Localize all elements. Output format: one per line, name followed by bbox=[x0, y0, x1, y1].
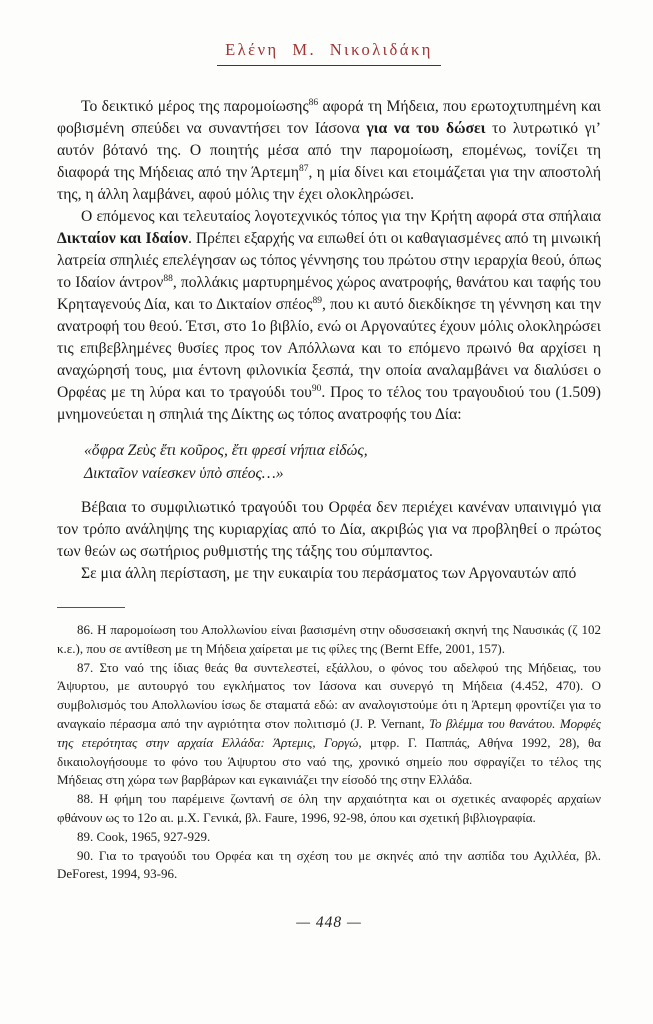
paragraph-text: . Προς το τέλος του τραγουδιού του (1.509) μνημονεύεται η σπηλιά της Δίκτης ως τόπος ανατροφής του Δία: bbox=[57, 384, 602, 423]
body-paragraph-2 bbox=[57, 206, 601, 426]
footnote-text: Η φήμη του παρέμεινε ζωντανή σε όλη την αρχαιότητα και οι σχετικές αναφορές αρχαίων φθάνουν ως το 12ο αι. μ.Χ. Γενικά, βλ. Faure, 1996, 92-98, όπου και σχετική βιβλιογραφία. bbox=[57, 791, 602, 825]
paragraph-text: , η μία δίνει και ετοιμάζεται για την αποστολή της, η άλλη λαμβάνει, αφού μόλις την έχει ολοκληρώσει. bbox=[57, 164, 601, 203]
footnote-ref-90: 90 bbox=[311, 383, 322, 394]
paragraph-text: το λυτρωτικό γι’ αυτόν βότανό της. Ο ποιητής μέσα από την παρομοίωση, επομένως, τονίζει τη διαφορά της Μήδειας από την Άρτεμη bbox=[57, 120, 601, 181]
footnote-number: 86. bbox=[77, 622, 94, 637]
footnote-text: Στο ναό της ίδιας θεάς θα συντελεστεί, εξάλλου, ο φόνος του αδελφού της Μήδειας, του Άψυρτου, με αυτουργό του εγκλήματος τον Ιάσονα και συνεργό τη Μήδεια (4.452, 470). Ο συμβολισμός του Απολλωνίου ίσως δε σταματά εδώ: αν αναλογιστούμε ότι η Άρτεμη φροντίζει για το αναγκαίο πέρασμα από την αγριότητα στον πολιτισμό (J. P. Vernant, bbox=[57, 659, 601, 731]
footnote-separator bbox=[57, 607, 125, 608]
footnote-90 bbox=[57, 847, 601, 885]
footnote-number: 87. bbox=[77, 659, 94, 675]
bold-phrase: για να του δώσει bbox=[366, 120, 486, 137]
verse-line-2: Δικταῖον ναίεσκεν ὑπὸ σπέος…» bbox=[84, 465, 284, 482]
paragraph-text: Το δεικτικό μέρος της παρομοίωσης bbox=[81, 98, 309, 115]
footnote-text: , μτφρ. Γ. Παππάς, Αθήνα 1992, 28), θα δικαιολογήσουμε το φόνο του Άψυρτου στο ναό της, χρονικό σημείο που σφραγίζει το τέλος της Μήδειας στη χώρα των βαρβάρων και εγκαινιάζει την είσοδό της στην Ελλάδα. bbox=[57, 734, 601, 788]
footnote-ref-87: 87 bbox=[299, 163, 309, 174]
body-paragraph-4: Σε μια άλλη περίσταση, με την ευκαιρία του περάσματος των Αργοναυτών από bbox=[81, 565, 577, 582]
paragraph-text: , πολλάκις μαρτυρημένος χώρος ανατροφής, θανάτου και ταφής του Κρηταγενούς Δία, και το Δικταίον σπέος bbox=[57, 274, 601, 313]
body-paragraph-3: Βέβαια το συμφιλιωτικό τραγούδι του Ορφέα δεν περιέχει κανέναν υπαινιγμό για τον τρόπο ανάληψης της κυριαρχίας από το Δία, ακριβώς για να προβληθεί ο πρώτος των θεών ως σωτήριος ρυθμιστής της τάξης του σύμπαντος. bbox=[57, 499, 601, 560]
footnote-89 bbox=[57, 828, 601, 847]
footnote-number: 88. bbox=[77, 791, 94, 807]
author-header: Ελένη Μ. Νικολιδάκη bbox=[217, 40, 441, 66]
footnote-ref-86: 86 bbox=[308, 97, 319, 108]
verse-line-1: «ὄφρα Ζεὺς ἔτι κοῦρος, ἔτι φρεσί νήπια εἰδώς, bbox=[84, 442, 368, 459]
footnote-number: 90. bbox=[77, 847, 94, 863]
footnote-ref-88: 88 bbox=[163, 273, 173, 284]
book-title: Το βλέμμα του θανάτου. Μορφές της ετερότητας στην αρχαία Ελλάδα: Άρτεμις, Γοργώ bbox=[57, 715, 601, 750]
footnote-number: 89. bbox=[77, 828, 94, 844]
footnote-ref-89: 89 bbox=[312, 295, 322, 306]
footnote-text: Cook, 1965, 927-929. bbox=[96, 828, 211, 844]
footnotes-section bbox=[57, 607, 601, 884]
paragraph-text: αφορά τη Μήδεια, που ερωτοχτυπημένη και φοβισμένη σπεύδει να συναντήσει τον Ιάσονα bbox=[57, 98, 601, 137]
paragraph-text: . Πρέπει εξαρχής να ειπωθεί ότι οι καθαγιασμένες από τη μινωική λατρεία σπηλιές επελέγησαν ως τόπος γέννησης του πρώτου στην ιεραρχία θεού, όπως το Ιδαίον άντρον bbox=[57, 230, 602, 291]
bold-phrase: Δικταίον και Ιδαίον bbox=[57, 230, 188, 247]
body-paragraph-1 bbox=[57, 96, 601, 206]
page-number: — 448 — bbox=[296, 914, 362, 932]
paragraph-text: , που κι αυτό διεκδίκησε τη γέννηση και την ανατροφή του θεού. Έτσι, στο 1ο βιβλίο, ενώ οι Αργοναύτες έχουν μόλις ολοκληρώσει τις επιβεβλημένες θυσίες προς τον Απόλλωνα και το επόμενο πρωινό θα αρχίσει η αναχώρησή τους, μια έντονη φιλονικία ξεσπά, την οποία αναλαμβάνει να διαλύσει ο Ορφέας με τη λύρα και το τραγούδι του bbox=[57, 296, 601, 401]
footnote-87 bbox=[57, 659, 601, 791]
footnote-text: Η παρομοίωση του Απολλωνίου είναι βασισμένη στην οδυσσειακή σκηνή της Ναυσικάς (ζ 102 κ.ε.), που σε αντίθεση με τη Μήδεια χαίρεται με τις φίλες της (Bernt Effe, 2001, 157). bbox=[57, 622, 601, 656]
verse-quote bbox=[84, 439, 601, 485]
page-header bbox=[57, 40, 601, 66]
paragraph-text: Ο επόμενος και τελευταίος λογοτεχνικός τόπος για την Κρήτη αφορά στα σπήλαια bbox=[81, 208, 601, 225]
footnote-88 bbox=[57, 790, 601, 828]
footnote-86 bbox=[57, 621, 601, 659]
page-body bbox=[57, 96, 601, 585]
footnote-text: Για το τραγούδι του Ορφέα και τη σχέση του με σκηνές από την ασπίδα του Αχιλλέα, βλ. DeForest, 1994, 93-96. bbox=[57, 847, 602, 882]
